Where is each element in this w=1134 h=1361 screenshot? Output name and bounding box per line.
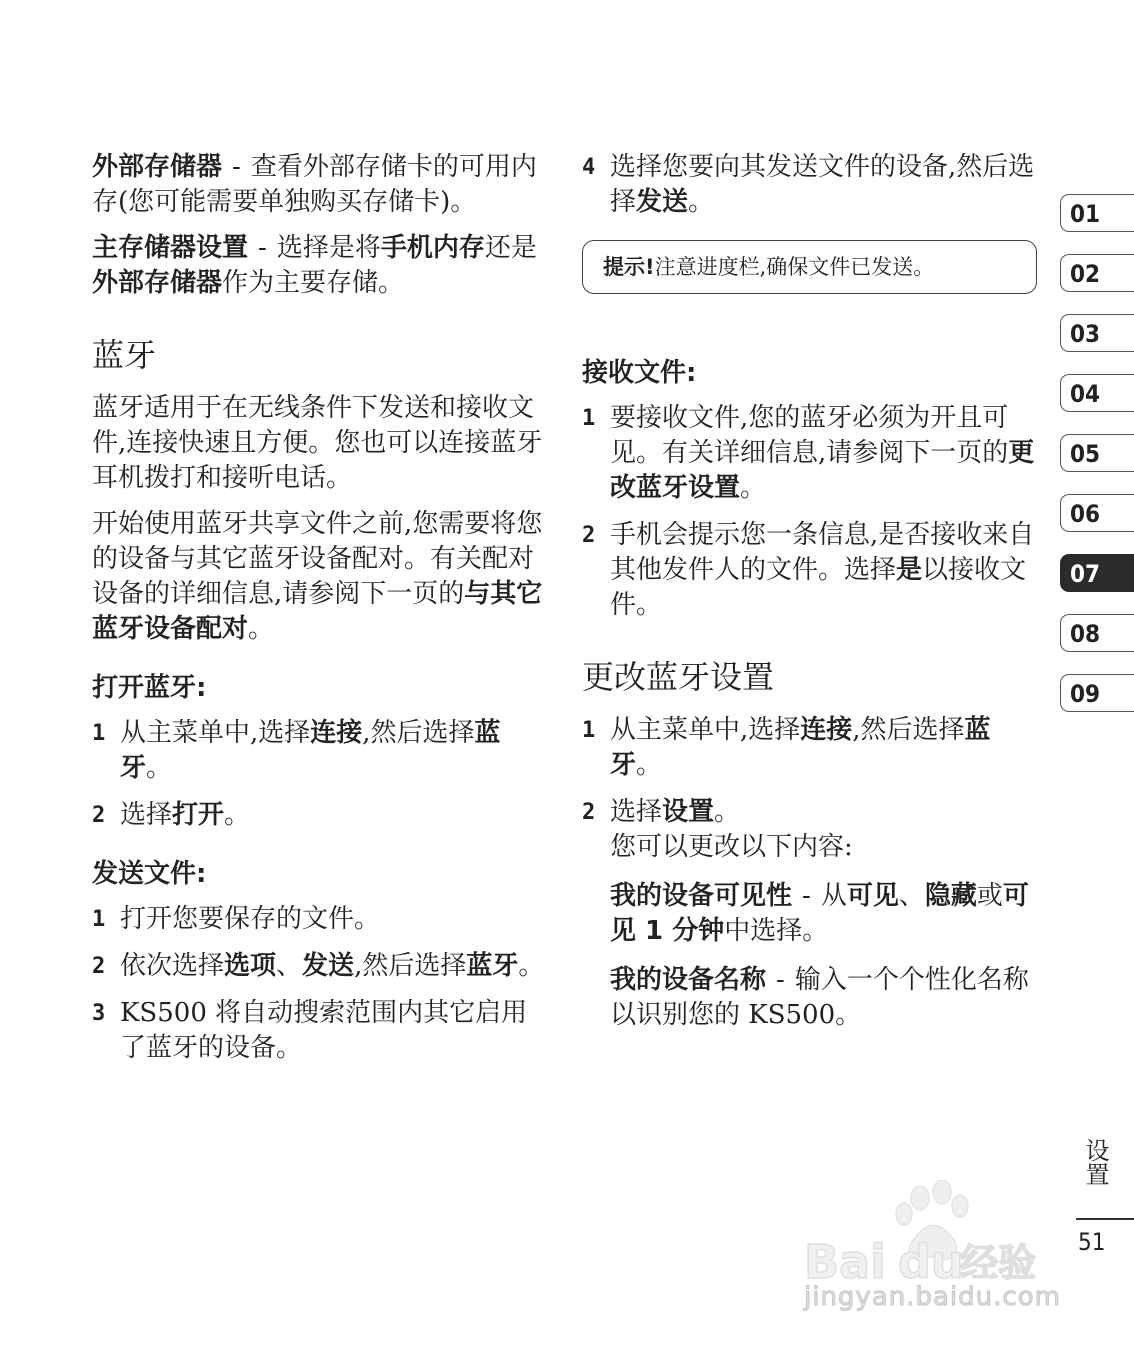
step-number: 4 [582, 155, 596, 180]
visibility-label: 我的设备可见性 [610, 881, 793, 911]
paw-toe [952, 1195, 968, 1217]
send-step [92, 902, 550, 937]
option-text: 中选择。 [724, 916, 829, 946]
step-text: ,然后选择 [852, 715, 965, 745]
chapter-tab-06[interactable]: 06 [1060, 494, 1134, 532]
main-storage-text: 作为主要存储。 [222, 268, 405, 298]
step-end: 。 [740, 473, 767, 503]
page-number: 51 [1078, 1228, 1106, 1256]
turn-on-heading: 打开蓝牙: [92, 673, 207, 703]
step-end: 。 [224, 800, 251, 830]
chapter-tab-01[interactable]: 01 [1060, 194, 1134, 232]
options-term: 选项 [224, 951, 277, 981]
external-storage-item [92, 150, 550, 220]
device-name-label: 我的设备名称 [610, 965, 767, 995]
external-storage-label: 外部存储器 [92, 152, 223, 182]
watermark-du: du [898, 1235, 964, 1289]
chapter-tab-02[interactable]: 02 [1060, 254, 1134, 292]
step-number: 1 [92, 907, 106, 932]
step-text: 以接收文件。 [610, 555, 1027, 620]
connect-term: 连接 [800, 715, 853, 745]
open-term: 打开 [172, 800, 225, 830]
option-text: 从 [820, 881, 847, 911]
separator: 、 [898, 881, 925, 911]
step-text: 选择 [120, 800, 173, 830]
step-text: 手机会提示您一条信息,是否接收来自其他发件人的文件。选择 [610, 520, 1035, 585]
main-storage-text: 选择是将 [276, 233, 381, 263]
bluetooth-term: 蓝牙 [120, 718, 501, 783]
hidden-term: 隐藏 [924, 881, 977, 911]
dash: - [258, 233, 267, 263]
step-text: 打开您要保存的文件。 [120, 904, 381, 934]
step-number: 2 [92, 954, 106, 979]
watermark-bai: Bai [804, 1235, 886, 1289]
bluetooth-intro-1: 蓝牙适用于在无线条件下发送和接收文件,连接快速且方便。您也可以连接蓝牙耳机拨打和接听电话。 [92, 393, 543, 493]
right-column [582, 150, 1037, 1045]
receive-step [582, 401, 1037, 506]
step-number: 1 [582, 718, 596, 743]
change-step [582, 713, 1037, 783]
step-text: ,然后选择 [354, 951, 467, 981]
paw-toe [896, 1203, 912, 1225]
step-text: KS500 将自动搜索范围内其它启用了蓝牙的设备。 [120, 998, 528, 1063]
visibility-option [610, 879, 1037, 949]
device-name-option [610, 963, 1037, 1033]
tip-label: 提示! [603, 255, 655, 279]
yes-term: 是 [896, 555, 923, 585]
step-end: 。 [146, 753, 173, 783]
step-number: 2 [582, 523, 596, 548]
step-end: 。 [636, 750, 663, 780]
step-text: 要接收文件,您的蓝牙必须为开且可见。有关详细信息,请参阅下一页的 [610, 403, 1009, 468]
left-column [92, 150, 550, 1078]
separator: 、 [276, 951, 303, 981]
send-term: 发送 [636, 187, 689, 217]
change-step [582, 795, 1037, 865]
step-end: 。 [714, 797, 741, 827]
chapter-tab-08[interactable]: 08 [1060, 614, 1134, 652]
send-step [582, 150, 1037, 220]
bluetooth-intro-2 [92, 507, 550, 647]
paw-toe [911, 1186, 929, 1210]
change-settings-reference: 更改蓝牙设置 [610, 438, 1035, 503]
external-storage-term: 外部存储器 [92, 268, 223, 298]
chapter-tab-03[interactable]: 03 [1060, 314, 1134, 352]
watermark-site: jingyan.baidu.com [804, 1282, 1061, 1312]
step-number: 1 [582, 406, 596, 431]
bluetooth-heading: 蓝牙 [92, 336, 157, 374]
bluetooth-term: 蓝牙 [610, 715, 991, 780]
dash: - [232, 152, 241, 182]
step-text: 从主菜单中,选择 [610, 715, 801, 745]
chapter-tab-09[interactable]: 09 [1060, 674, 1134, 712]
step-text: 从主菜单中,选择 [120, 718, 311, 748]
step-number: 2 [582, 800, 596, 825]
send-file-heading: 发送文件: [92, 859, 207, 889]
step-end: 。 [688, 187, 715, 217]
visible-term: 可见 [846, 881, 899, 911]
option-text: 或 [976, 881, 1003, 911]
connect-term: 连接 [310, 718, 363, 748]
send-step [92, 996, 550, 1066]
intro-text: 开始使用蓝牙共享文件之前,您需要将您的设备与其它蓝牙设备配对。有关配对设备的详细信息,请参阅下一页的 [92, 509, 543, 609]
bluetooth-term: 蓝牙 [466, 951, 519, 981]
step-text: 选择 [610, 797, 663, 827]
turn-on-step [92, 716, 550, 786]
watermark-jingyan: 经验 [960, 1241, 1037, 1285]
step-text: ,然后选择 [362, 718, 475, 748]
page-number-rule [1076, 1218, 1134, 1220]
step-number: 1 [92, 721, 106, 746]
step-text: 选择您要向其发送文件的设备,然后选择 [610, 152, 1035, 217]
main-storage-label: 主存储器设置 [92, 233, 249, 263]
chapter-tab-04[interactable]: 04 [1060, 374, 1134, 412]
send-term: 发送 [302, 951, 355, 981]
option-text: 输入一个个性化名称以识别您的 KS500。 [610, 965, 1029, 1030]
phone-memory-term: 手机内存 [380, 233, 485, 263]
chapter-tab-07[interactable]: 07 [1060, 554, 1134, 592]
paw-toe [933, 1180, 951, 1204]
dash: - [802, 881, 811, 911]
step-number: 2 [92, 803, 106, 828]
send-step [92, 949, 550, 984]
section-label: 设置 [1081, 1138, 1109, 1186]
main-storage-item [92, 231, 550, 301]
main-storage-text: 还是 [484, 233, 537, 263]
tip-text: 注意进度栏,确保文件已发送。 [654, 255, 935, 279]
tip-box [582, 240, 1037, 294]
intro-end: 。 [248, 614, 275, 644]
step-number: 3 [92, 1001, 106, 1026]
turn-on-step [92, 798, 550, 833]
external-storage-text: 查看外部存储卡的可用内存(您可能需要单独购买存储卡)。 [92, 152, 537, 217]
change-settings-heading: 更改蓝牙设置 [582, 658, 775, 696]
receive-step [582, 518, 1037, 623]
chapter-tab-05[interactable]: 05 [1060, 434, 1134, 472]
settings-term: 设置 [662, 797, 715, 827]
dash: - [776, 965, 785, 995]
visible-1min-term: 可见 1 分钟 [610, 881, 1029, 946]
step-text: 依次选择 [120, 951, 225, 981]
pairing-reference: 与其它蓝牙设备配对 [92, 579, 543, 644]
receive-file-heading: 接收文件: [582, 358, 697, 388]
step-end: 。 [518, 951, 545, 981]
step-text: 您可以更改以下内容: [610, 832, 853, 862]
